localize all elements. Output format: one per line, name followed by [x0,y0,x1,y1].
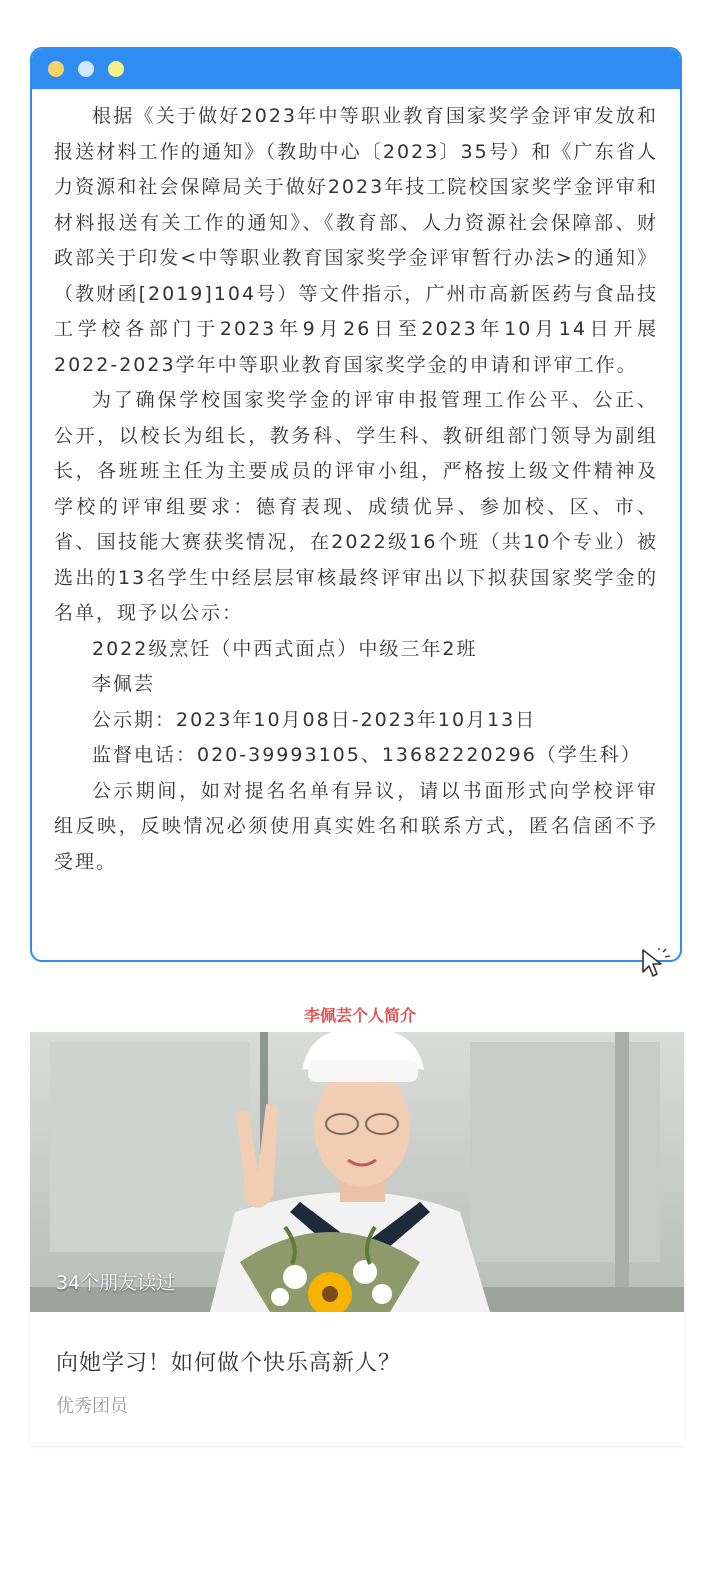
cursor-icon [641,948,673,980]
window-dot-icon [108,61,124,77]
notice-period: 公示期：2023年10月08日-2023年10月13日 [92,708,537,731]
supervision-phone: 监督电话：020-39993105、13682220296（学生科） [92,744,642,766]
read-count: 34个朋友读过 [56,1272,176,1294]
notice-paragraph: 公示期间，如对提名名单有异议，请以书面形式向学校评审组反映，反映情况必须使用真实姓名和联系方式，匿名信函不予受理。 [54,779,658,873]
window-title-bar [32,49,680,89]
article-title[interactable]: 向她学习！如何做个快乐高新人？ [56,1351,402,1376]
article-source: 优秀团员 [56,1396,128,1417]
notice-paragraph: 根据《关于做好2023年中等职业教育国家奖学金评审发放和报送材料工作的通知》（教助中心〔2023〕35号）和《广东省人力资源和社会保障局关于做好2023年技工院校国家奖学金评审和材料报送有关工作的通知》、《教育部、人力资源社会保障部、财政部关于印发<中等职业教育国家奖学金评审暂行办法>的通知》（教财函[2019]104号）等文件指示，广州市高新医药与食品技工学校各部门于2023年9月26日至2023年10月14日开展2022-2023学年中等职业教育国家奖学金的申请和评审工作。 [54,105,658,376]
notice-body [32,89,680,880]
class-name: 2022级烹饪（中西式面点）中级三年2班 [92,637,478,660]
profile-section-title: 李佩芸个人简介 [303,1006,416,1025]
window-dot-icon [48,61,64,77]
notice-card [30,47,682,962]
article-cover-image [30,1032,684,1312]
notice-paragraph: 为了确保学校国家奖学金的评审申报管理工作公平、公正、公开，以校长为组长，教务科、学生科、教研组部门领导为副组长，各班班主任为主要成员的评审小组，严格按上级文件精神及学校的评审组要求：德育表现、成绩优异、参加校、区、市、省、国技能大赛获奖情况，在2022级16个班（共10个专业）被选出的13名学生中经层层审核最终评审出以下拟获国家奖学金的名单，现予以公示： [54,389,658,624]
article-card[interactable] [30,1032,684,1446]
student-name: 李佩芸 [92,673,156,695]
window-dot-icon [78,61,94,77]
